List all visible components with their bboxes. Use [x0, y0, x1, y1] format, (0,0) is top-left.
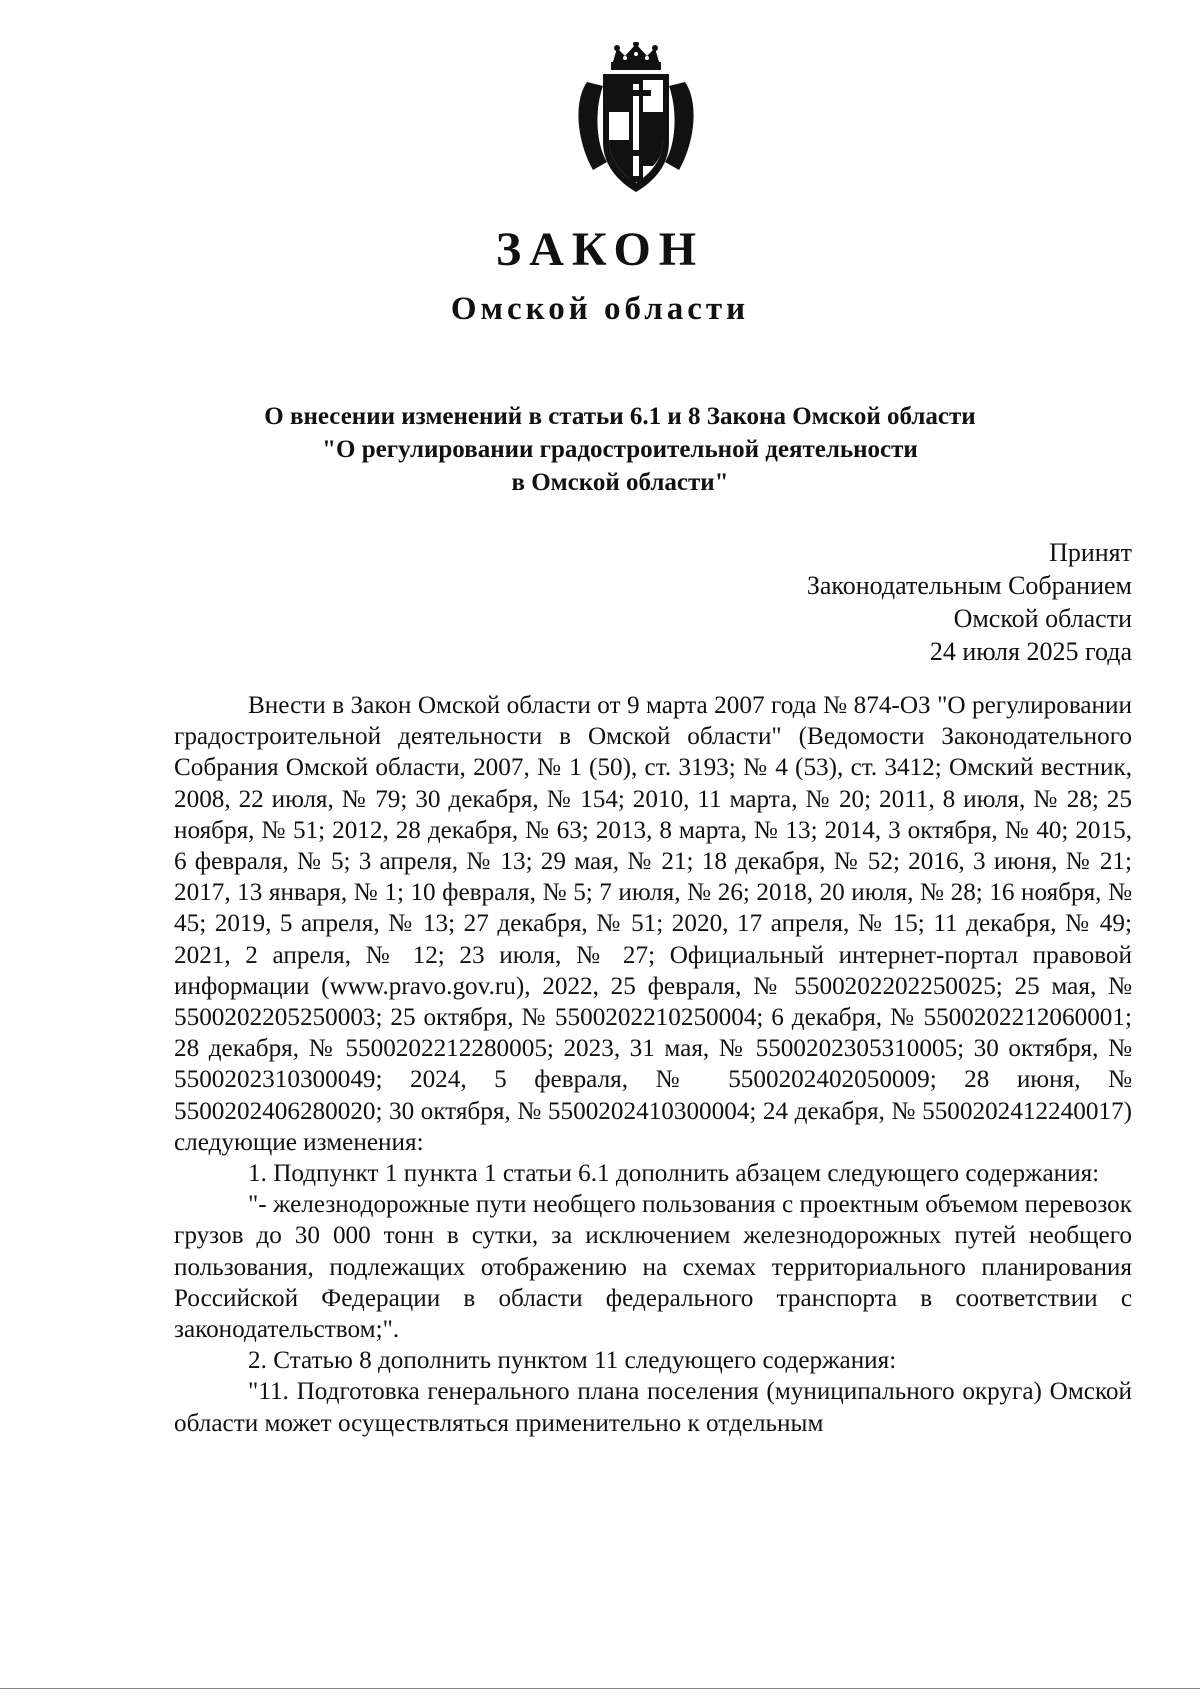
- amendment-item-1: 1. Подпункт 1 пункта 1 статьи 6.1 дополнить абзацем следующего содержания:: [248, 1160, 1100, 1188]
- document-title: ЗАКОН: [495, 223, 705, 276]
- subject-line: О внесении изменений в статьи 6.1 и 8 Закона Омской области: [264, 403, 976, 430]
- subject-line: "О регулировании градостроительной деятельности: [322, 436, 918, 463]
- omsk-region-coat-of-arms-icon: [573, 42, 699, 194]
- amendment-item-1-text: "- железнодорожные пути необщего пользования с проектным объемом перевозок грузов до 30 000 тонн в сутки, за исключением железнодорожных путей необщего пользования, подлежащих отображению на схемах территориального планирования Российской Федерации в области федерального транспорта в соответствии с законодательством;".: [174, 1191, 1132, 1344]
- page-bottom-edge: [0, 1688, 1200, 1689]
- adoption-block: [807, 536, 1132, 668]
- amendment-item-2: 2. Статью 8 дополнить пунктом 11 следующего содержания:: [248, 1347, 897, 1375]
- adoption-line: Принят: [1049, 538, 1132, 567]
- document-region: Омской области: [450, 291, 750, 327]
- amendment-item-2-text: "11. Подготовка генерального плана поселения (муниципального округа) Омской области может осуществляться применительно к отдельным: [174, 1378, 1132, 1437]
- adoption-line: Законодательным Собранием: [806, 571, 1132, 600]
- law-body: [174, 690, 1132, 1439]
- subject-line: в Омской области": [511, 469, 729, 496]
- adoption-date: 24 июля 2025 года: [929, 637, 1132, 666]
- adoption-line: Омской области: [953, 604, 1132, 633]
- preamble-paragraph: Внести в Закон Омской области от 9 марта 2007 года № 874-ОЗ "О регулировании градостроительной деятельности в Омской области" (Ведомости Законодательного Собрания Омской области, 2007, № 1 (50), ст. 3193; № 4 (53), ст. 3412; Омский вестник, 2008, 22 июля, № 79; 30 декабря, № 154; 2010, 11 марта, № 20; 2011, 8 июля, № 28; 25 ноября, № 51; 2012, 28 декабря, № 63; 2013, 8 марта, № 13; 2014, 3 октября, № 40; 2015, 6 февраля, № 5; 3 апреля, № 13; 29 мая, № 21; 18 декабря, № 52; 2016, 3 июня, № 21; 2017, 13 января, № 1; 10 февраля, № 5; 7 июля, № 26; 2018, 20 июля, № 28; 16 ноября, № 45; 2019, 5 апреля, № 13; 27 декабря, № 51; 2020, 17 апреля, № 15; 11 декабря, № 49; 2021, 2 апреля, № 12; 23 июля, № 27; Официальный интернет-портал правовой информации (www.pravo.gov.ru), 2022, 25 февраля, № 5500202202250025; 25 мая, № 5500202205250003; 25 октября, № 5500202210250004; 6 декабря, № 5500202212060001; 28 декабря, № 5500202212280005; 2023, 31 мая, № 5500202305310005; 30 октября, № 5500202310300049; 2024, 5 февраля, № 5500202402050009; 28 июня, № 5500202406280020; 30 октября, № 5500202410300004; 24 декабря, № 5500202412240017) следующие изменения:: [174, 692, 1132, 1156]
- law-subject-heading: [200, 400, 1040, 499]
